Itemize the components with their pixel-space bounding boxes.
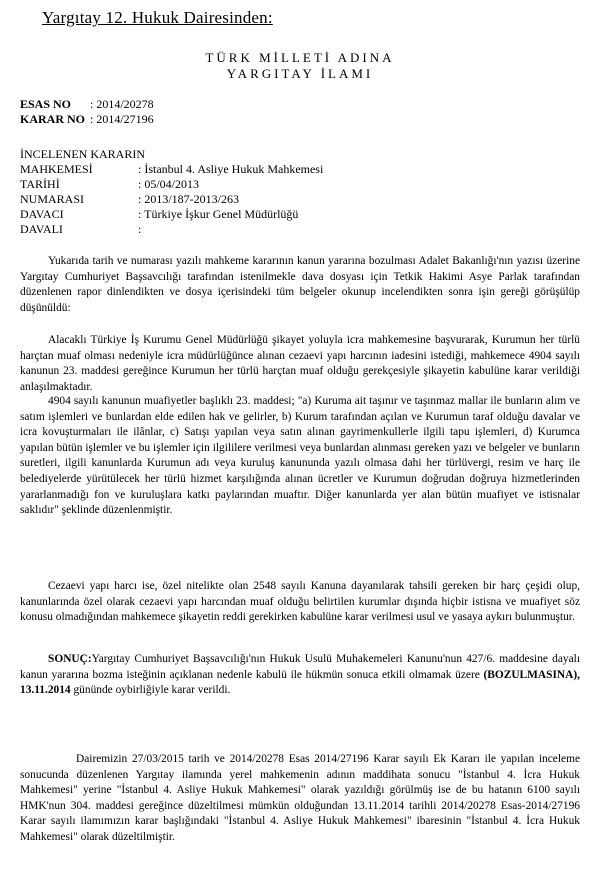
paragraph-correction: [20, 752, 580, 846]
row-value: : 2013/187-2013/263: [138, 192, 239, 206]
karar-value: : 2014/27196: [90, 112, 154, 126]
row-value: : Türkiye İşkur Genel Müdürlüğü: [138, 207, 299, 221]
esas-label: ESAS NO: [20, 97, 72, 111]
paragraph-text: 4904 sayılı kanunun muafiyetler başlıklı 23. maddesi; "a) Kuruma ait taşınır ve taşınmaz mallar ile bunların alım ve satım işlemleri ve bunlardan elde edilen hak ve gelirler, b) Kurum tarafından açılan ve Kurumun taraf olduğu davalar ve icra kovuşturmaları ile ilânlar, c) Satışı yapılan veya satın alınan gayrimenkullerle ilgili tapu işlemleri, d) Kurumca yapılan bütün işlemler ve bu işlemler için ilgililere verilmesi veya bunlardan alınması gereken yazı ve belgeler ve bunların suretleri, ilgili kanunlarda Kurumun adı veya kuruluş kanununda yazılı olmasa dahi her türlüvergi, resim ve harç ile belediyelerde yürütülecek her türlü hizmet karşılığında alınan ücretler ve Kurumun doğrudan doğruya hizmetlerinden yararlanmadığı fon ve kuruluşlara katkı paylarından muaftır. Diğer kanunlarda yer alan bütün muafiyet ve istisnalar saklıdır" şeklinde düzenlenmiştir.: [20, 395, 580, 517]
title-nation: TÜRK MİLLETİ ADINA: [205, 50, 395, 65]
reviewed-heading: İNCELENEN KARARIN: [20, 147, 145, 161]
paragraph-intro: [20, 254, 580, 316]
paragraph-text: gününde oybirliğiyle karar verildi.: [70, 684, 231, 697]
conclusion-label: SONUÇ:: [48, 653, 92, 665]
esas-value: : 2014/20278: [90, 97, 154, 111]
paragraph-text: Yukarıda tarih ve numarası yazılı mahkeme kararının kanun yararına bozulması Adalet Bakanlığı'nın yazısı üzerine Yargıtay Cumhuriyet Başsavcılığı tarafından istenilmekle dava dosyası için Tetkik Hakimi Asye Parlak tarafından düzenlenen rapor dinlendikten ve dosya içerisindeki tüm belgeler okunup incelendikten sonra işin gereği görüşülüp düşünüldü:: [20, 255, 580, 314]
row-label: DAVACI: [20, 207, 64, 221]
row-label: MAHKEMESİ: [20, 162, 93, 176]
esas-row: [20, 97, 154, 112]
paragraph-text: Cezaevi yapı harcı ise, özel nitelikte olan 2548 sayılı Kanuna dayanılarak tahsili gereken bir harç çeşidi olup, kanunlarında özel olarak cezaevi yapı harcından muaf olduğu belirtilen kurumlar dışında hiçbir istisna ve muafiyet söz konusu olmadığından mahkemece şikayetin reddi gerekirken kabulüne karar verilmesi usul ve yasaya aykırı bulunmuştur.: [20, 580, 580, 624]
paragraph-analysis: [20, 579, 580, 626]
karar-row: [20, 112, 154, 127]
row-label: DAVALI: [20, 222, 63, 236]
row-value: : İstanbul 4. Asliye Hukuk Mahkemesi: [138, 162, 324, 176]
paragraph-conclusion: [20, 652, 580, 699]
court-heading: Yargıtay 12. Hukuk Dairesinden:: [42, 8, 273, 27]
paragraph-text: Alacaklı Türkiye İş Kurumu Genel Müdürlüğü şikayet yoluyla icra mahkemesine başvurarak, Kurumun her türlü harçtan muaf olması nedeniyle icra müdürlüğünce alınan cezaevi yapı harcının iadesini istediği, mahkemece 4904 sayılı kanunun 23. maddesi gereğince Kurumun her türlü harçtan muaf olduğu gerekçesiyle şikayetin kabulüne karar verildiği anlaşılmaktadır.: [20, 334, 580, 393]
ruling-text: (BOZULMASINA), 13.11.2014: [20, 668, 580, 697]
paragraph-law: [20, 394, 580, 519]
paragraph-facts: [20, 333, 580, 395]
karar-label: KARAR NO: [20, 112, 85, 126]
row-value: : 05/04/2013: [138, 177, 200, 191]
row-value: :: [138, 222, 142, 236]
row-label: TARİHİ: [20, 177, 60, 191]
paragraph-text: Yargıtay Cumhuriyet Başsavcılığı'nın Hukuk Usulü Muhakemeleri Kanunu'nun 427/6. maddesine dayalı kanun yararına bozma isteğinin açıklanan nedenle kabulü ile hükmün sonuca etkili olmamak üzere: [20, 653, 580, 681]
title-ilam: YARGITAY İLAMI: [226, 66, 374, 81]
paragraph-text: Dairemizin 27/03/2015 tarih ve 2014/20278 Esas 2014/27196 Karar sayılı Ek Kararı ile yapılan inceleme sonucunda düzenlenen Yargıtay ilamında yerel mahkemenin adının maddihata sonucu "İstanbul 4. İcra Hukuk Mahkemesi" yerine "İstanbul 4. Asliye Hukuk Mahkemesi" olarak yazıldığı görülmüş ise de bu hatanın 6100 sayılı HMK'nun 304. maddesi gereğince düzeltilmesi mümkün olduğundan 13.11.2014 tarihli 2014/20278 Esas-2014/27196 Karar sayılı ilamımızın karar başlığındaki "İstanbul 4. Asliye Hukuk Mahkemesi" ibaresinin "İstanbul 4. İcra Hukuk Mahkemesi" olarak düzeltilmiştir.: [20, 753, 580, 843]
row-label: NUMARASI: [20, 192, 85, 206]
